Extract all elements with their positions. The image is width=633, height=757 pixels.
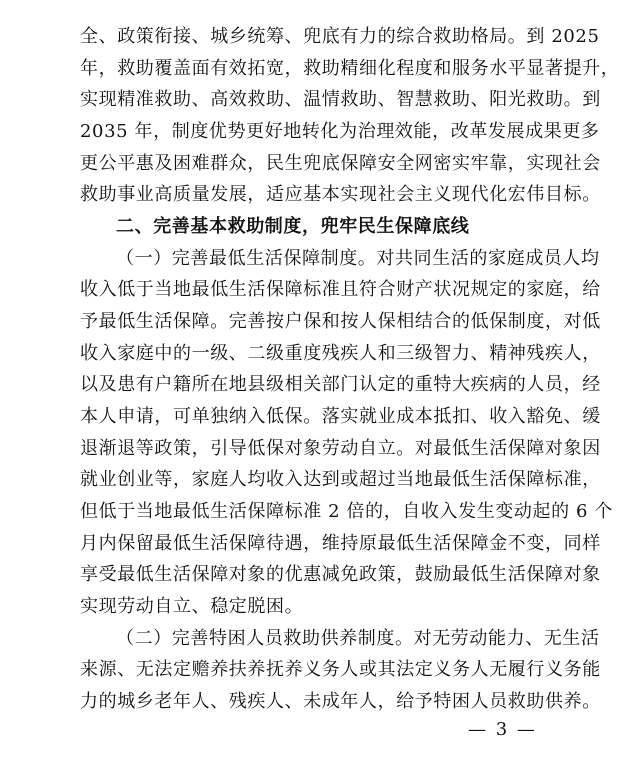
text-line: 2035 年，制度优势更好地转化为治理效能，改革发展成果更多 bbox=[80, 121, 600, 142]
text-line: 全、政策衔接、城乡统筹、兜底有力的综合救助格局。到 2025 bbox=[80, 26, 600, 47]
text-line: 但低于当地最低生活保障标准 2 倍的，自收入发生变动起的 6 个 bbox=[80, 501, 613, 522]
text-line: 实现精准救助、高效救助、温情救助、智慧救助、阳光救助。到 bbox=[80, 89, 601, 110]
text-line: 救助事业高质量发展，适应基本实现社会主义现代化宏伟目标。 bbox=[80, 184, 601, 205]
text-line: 月内保留最低生活保障待遇，维持原最低生活保障金不变，同样 bbox=[80, 533, 601, 554]
page-number: — 3 — bbox=[468, 719, 537, 740]
text-line: 予最低生活保障。完善按户保和按人保相结合的低保制度，对低 bbox=[80, 311, 601, 332]
text-line: 收入低于当地最低生活保障标准且符合财产状况规定的家庭，给 bbox=[80, 279, 601, 300]
text-line: 更公平惠及困难群众，民生兜底保障安全网密实牢靠，实现社会 bbox=[80, 153, 601, 174]
text-line: 以及患有户籍所在地县级相关部门认定的重特大疾病的人员，经 bbox=[80, 374, 601, 395]
text-line: 实现劳动自立、稳定脱困。 bbox=[80, 596, 304, 617]
paragraph-start-line: （一）完善最低生活保障制度。对共同生活的家庭成员人均 bbox=[116, 248, 600, 269]
text-line: 收入家庭中的一级、二级重度残疾人和三级智力、精神残疾人， bbox=[80, 343, 601, 364]
text-line: 就业创业等，家庭人均收入达到或超过当地最低生活保障标准， bbox=[80, 469, 601, 490]
text-line: 享受最低生活保障对象的优惠减免政策，鼓励最低生活保障对象 bbox=[80, 564, 601, 585]
text-line: 力的城乡老年人、残疾人、未成年人，给予特困人员救助供养。 bbox=[80, 691, 601, 712]
text-line: 本人申请，可单独纳入低保。落实就业成本抵扣、收入豁免、缓 bbox=[80, 406, 601, 427]
section-heading: 二、完善基本救助制度，兜牢民生保障底线 bbox=[116, 216, 470, 237]
text-line: 退渐退等政策，引导低保对象劳动自立。对最低生活保障对象因 bbox=[80, 438, 601, 459]
text-line: 年，救助覆盖面有效拓宽，救助精细化程度和服务水平显著提升， bbox=[80, 58, 620, 79]
paragraph-start-line: （二）完善特困人员救助供养制度。对无劳动能力、无生活 bbox=[116, 628, 600, 649]
text-line: 来源、无法定赡养扶养抚养义务人或其法定义务人无履行义务能 bbox=[80, 659, 601, 680]
